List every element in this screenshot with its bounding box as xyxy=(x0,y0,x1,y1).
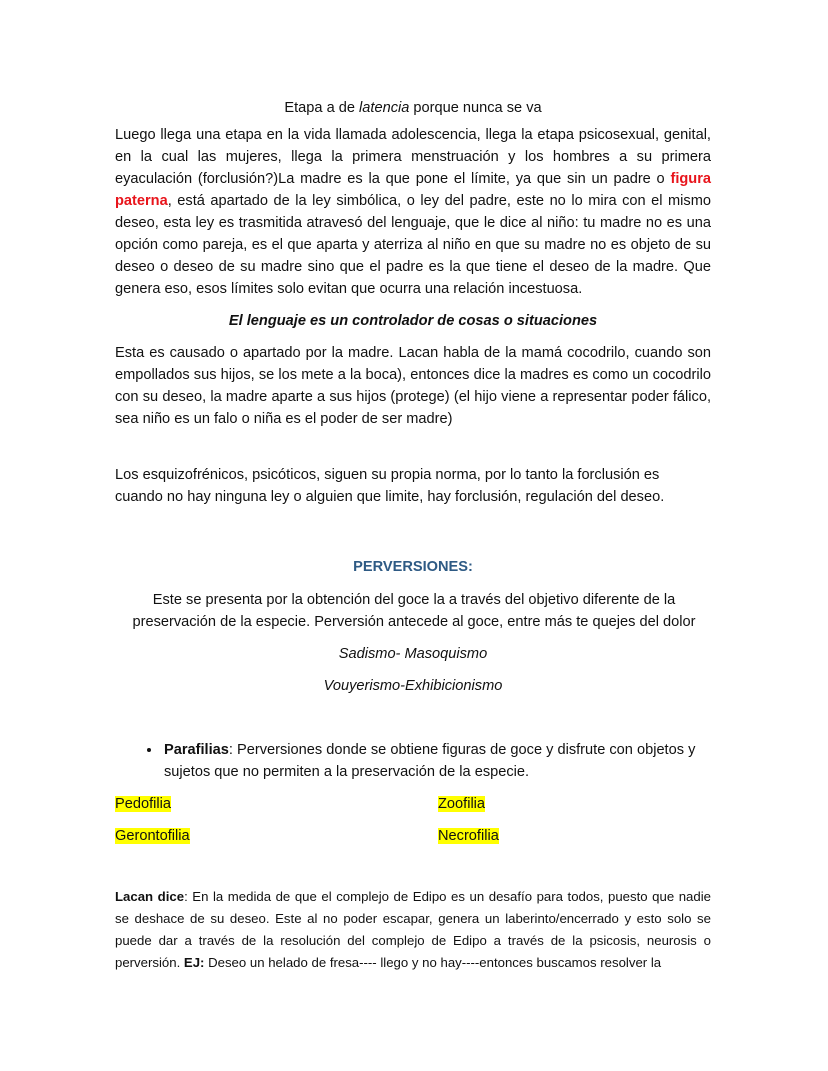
paragraph-esquizofrenicos: Los esquizofrénicos, psicóticos, siguen su propia norma, por lo tanto la forclusión es cuando no hay ninguna ley o alguien que limite, hay forclusión, regulación del deseo. xyxy=(115,467,665,505)
term-gerontofilia xyxy=(115,825,190,847)
title-italic: latencia xyxy=(359,100,410,116)
term-pedofilia xyxy=(115,793,171,815)
heading-perversiones: PERVERSIONES: xyxy=(353,559,473,575)
heading-lenguaje: El lenguaje es un controlador de cosas o situaciones xyxy=(228,313,598,329)
bullet-term: Parafilias xyxy=(164,742,229,758)
bullet-text: : Perversiones donde se obtiene figuras de goce y disfrute con objetos y sujetos que no permiten a la preservación de la especie. xyxy=(164,742,696,780)
section-title xyxy=(115,97,711,119)
bullet-list xyxy=(112,739,708,783)
term-text: Pedofilia xyxy=(115,796,171,812)
title-text: Etapa a de xyxy=(284,100,360,116)
lacan-text: : En la medida de que el complejo de Edipo es un desafío para todos, puesto que nadie se deshace de su deseo. Este al no poder escapar, genera un laberinto/encerrado y esto solo se puede dar a través de la resolución del complejo de Edipo a través de la psicosis, neurosis o perversión. xyxy=(115,889,711,970)
term-necrofilia xyxy=(438,825,499,847)
title-text-end: porque nunca se va xyxy=(409,100,542,116)
term-zoofilia xyxy=(438,793,485,815)
paragraph-adolescence xyxy=(115,124,711,300)
paragraph-lacan-dice xyxy=(115,886,711,974)
ej-term: EJ: xyxy=(183,955,205,970)
term-text: Zoofilia xyxy=(438,796,486,812)
italic-line-sadismo: Sadismo- Masoquismo xyxy=(338,646,488,662)
lacan-term: Lacan dice xyxy=(115,889,185,904)
highlight-figura-paterna: figura paterna xyxy=(115,171,711,209)
italic-line-vouyerismo: Vouyerismo-Exhibicionismo xyxy=(323,678,503,694)
term-text: Necrofilia xyxy=(438,828,499,844)
paragraph-perversiones: Este se presenta por la obtención del goce la a través del objetivo diferente de la preservación de la especie. Perversión antecede al goce, entre más te quejes del dolor xyxy=(132,592,696,630)
paragraph-cocodrilo: Esta es causado o apartado por la madre. Lacan habla de la mamá cocodrilo, cuando son empollados sus hijos, se los mete a la boca), entonces dice la madres es como un cocodrilo con su deseo, la madre aparte a sus hijos (protege) (el hijo viene a representar poder fálico, sea niño es un falo o niña es el poder de ser madre) xyxy=(115,345,711,427)
para-text-end: , está apartado de la ley simbólica, o ley del padre, este no lo mira con el mismo deseo, esta ley es trasmitida atravesó del lenguaje, que le dice al niño: tu madre no es una opción como pareja, es el que aparta y aterriza al niño en que su madre no es objeto de su deseo o deseo de su madre sino que el padre es la que tiene el deseo de la madre. Que genera eso, esos límites solo evitan que ocurra una relación incestuosa. xyxy=(115,193,711,297)
ej-text: Deseo un helado de fresa---- llego y no hay----entonces buscamos resolver la xyxy=(204,955,662,970)
para-text: Luego llega una etapa en la vida llamada adolescencia, llega la etapa psicosexual, genital, en la cual las mujeres, llega la primera menstruación y los hombres a su primera eyaculación (forclusión?)La madre es la que pone el límite, ya que sin un padre o xyxy=(115,127,711,187)
bullet-parafilias xyxy=(162,739,708,783)
term-text: Gerontofilia xyxy=(115,828,190,844)
